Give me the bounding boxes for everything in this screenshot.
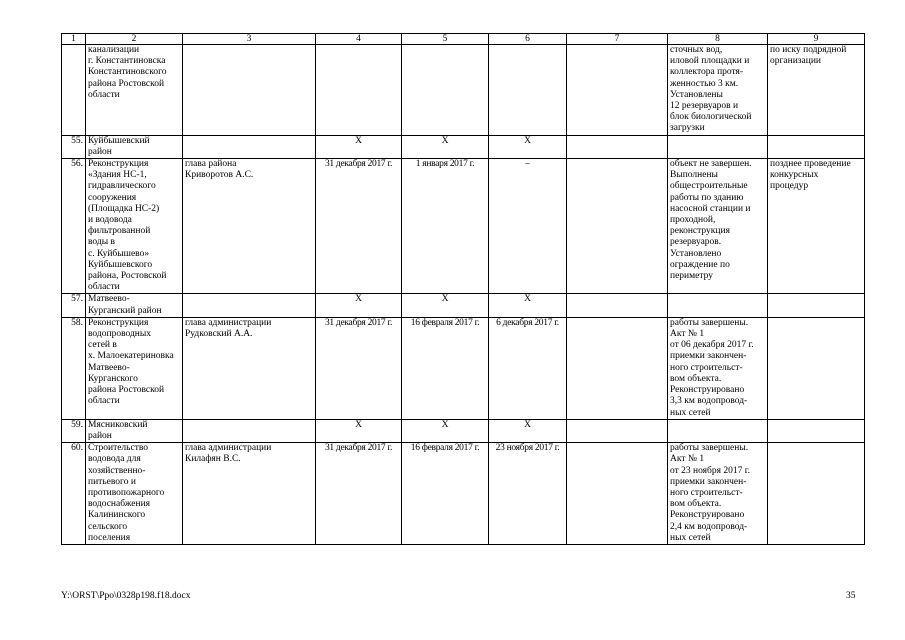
start-date-cell: X bbox=[402, 294, 489, 317]
deadline-cell: X bbox=[316, 294, 402, 317]
start-date-cell: X bbox=[402, 419, 489, 442]
column-number: 1 bbox=[62, 34, 86, 45]
column-number: 5 bbox=[402, 34, 489, 45]
status-cell: работы завершены. Акт № 1 от 06 декабря 2017 г. приемки закончен- ного строительст- вом объекта. Реконструировано 3,3 км водопровод- ных сетей bbox=[668, 317, 768, 419]
reason-cell bbox=[768, 419, 865, 442]
responsible-person-cell bbox=[183, 45, 316, 136]
status-cell: сточных вод, иловой площадки и коллектора протя- женностью 3 км. Установлены 12 резервуаров и блок биологической загрузки bbox=[668, 45, 768, 136]
completion-date-cell bbox=[489, 45, 567, 136]
footer-file-path: Y:\ORST\Ppo\0328p198.f18.docx bbox=[61, 591, 191, 601]
completion-date-cell: 6 декабря 2017 г. bbox=[489, 317, 567, 419]
table-row bbox=[62, 159, 865, 294]
column-number: 7 bbox=[567, 34, 668, 45]
responsible-person-cell bbox=[183, 135, 316, 158]
row-number-cell bbox=[62, 45, 86, 136]
completion-date-cell: X bbox=[489, 135, 567, 158]
completion-date-cell: X bbox=[489, 294, 567, 317]
object-name-cell: Строительство водовода для хозяйственно- питьевого и противопожарного водоснабжения Калининского сельского поселения bbox=[86, 443, 183, 545]
object-name-cell: Реконструкция «Здания НС-1, гидравлического сооружения (Площадка НС-2) и водовода фильтрованной воды в с. Куйбышево» Куйбышевского района, Ростовской области bbox=[86, 159, 183, 294]
column-7-cell bbox=[567, 317, 668, 419]
table-row bbox=[62, 443, 865, 545]
deadline-cell bbox=[316, 45, 402, 136]
start-date-cell bbox=[402, 45, 489, 136]
deadline-cell: 31 декабря 2017 г. bbox=[316, 443, 402, 545]
deadline-cell: X bbox=[316, 135, 402, 158]
reason-cell bbox=[768, 443, 865, 545]
responsible-person-cell bbox=[183, 419, 316, 442]
row-number-cell: 59. bbox=[62, 419, 86, 442]
deadline-cell: X bbox=[316, 419, 402, 442]
completion-date-cell: 23 ноября 2017 г. bbox=[489, 443, 567, 545]
start-date-cell: 1 января 2017 г. bbox=[402, 159, 489, 294]
object-name-cell: Куйбышевский район bbox=[86, 135, 183, 158]
column-7-cell bbox=[567, 443, 668, 545]
responsible-person-cell: глава администрации Килафян В.С. bbox=[183, 443, 316, 545]
reason-cell: позднее проведение конкурсных процедур bbox=[768, 159, 865, 294]
completion-date-cell: – bbox=[489, 159, 567, 294]
start-date-cell: 16 февраля 2017 г. bbox=[402, 317, 489, 419]
column-7-cell bbox=[567, 294, 668, 317]
object-name-cell: канализации г. Константиновска Константиновского района Ростовской области bbox=[86, 45, 183, 136]
row-number-cell: 55. bbox=[62, 135, 86, 158]
table-body bbox=[62, 34, 865, 545]
row-number-cell: 60. bbox=[62, 443, 86, 545]
responsible-person-cell: глава администрации Рудковский А.А. bbox=[183, 317, 316, 419]
deadline-cell: 31 декабря 2017 г. bbox=[316, 159, 402, 294]
object-name-cell: Матвеево- Курганский район bbox=[86, 294, 183, 317]
row-number-cell: 57. bbox=[62, 294, 86, 317]
column-7-cell bbox=[567, 419, 668, 442]
column-number: 8 bbox=[668, 34, 768, 45]
column-number: 6 bbox=[489, 34, 567, 45]
table-row bbox=[62, 45, 865, 136]
row-number-cell: 56. bbox=[62, 159, 86, 294]
column-number: 3 bbox=[183, 34, 316, 45]
responsible-person-cell bbox=[183, 294, 316, 317]
deadline-cell: 31 декабря 2017 г. bbox=[316, 317, 402, 419]
status-cell: объект не завершен. Выполнены общестроительные работы по зданию насосной станции и проходной, реконструкция резервуаров. Установлено ограждение по периметру bbox=[668, 159, 768, 294]
reason-cell bbox=[768, 135, 865, 158]
column-number: 9 bbox=[768, 34, 865, 45]
status-cell bbox=[668, 419, 768, 442]
column-7-cell bbox=[567, 135, 668, 158]
start-date-cell: 16 февраля 2017 г. bbox=[402, 443, 489, 545]
table-row bbox=[62, 419, 865, 442]
table-row bbox=[62, 135, 865, 158]
status-cell: работы завершены. Акт № 1 от 23 ноября 2017 г. приемки закончен- ного строительст- вом объекта. Реконструировано 2,4 км водопровод- ных сетей bbox=[668, 443, 768, 545]
table-row bbox=[62, 317, 865, 419]
column-number-row bbox=[62, 34, 865, 45]
table-row bbox=[62, 294, 865, 317]
reason-cell bbox=[768, 294, 865, 317]
responsible-person-cell: глава района Криворотов А.С. bbox=[183, 159, 316, 294]
column-number: 4 bbox=[316, 34, 402, 45]
object-name-cell: Реконструкция водопроводных сетей в х. Малоекатериновка Матвеево- Курганского района Ростовской области bbox=[86, 317, 183, 419]
column-7-cell bbox=[567, 45, 668, 136]
column-number: 2 bbox=[86, 34, 183, 45]
start-date-cell: X bbox=[402, 135, 489, 158]
completion-date-cell: X bbox=[489, 419, 567, 442]
status-cell bbox=[668, 135, 768, 158]
status-cell bbox=[668, 294, 768, 317]
reason-cell bbox=[768, 317, 865, 419]
data-table bbox=[61, 33, 865, 545]
row-number-cell: 58. bbox=[62, 317, 86, 419]
reason-cell: по иску подрядной организации bbox=[768, 45, 865, 136]
page-number: 35 bbox=[846, 591, 856, 601]
object-name-cell: Мясниковский район bbox=[86, 419, 183, 442]
column-7-cell bbox=[567, 159, 668, 294]
